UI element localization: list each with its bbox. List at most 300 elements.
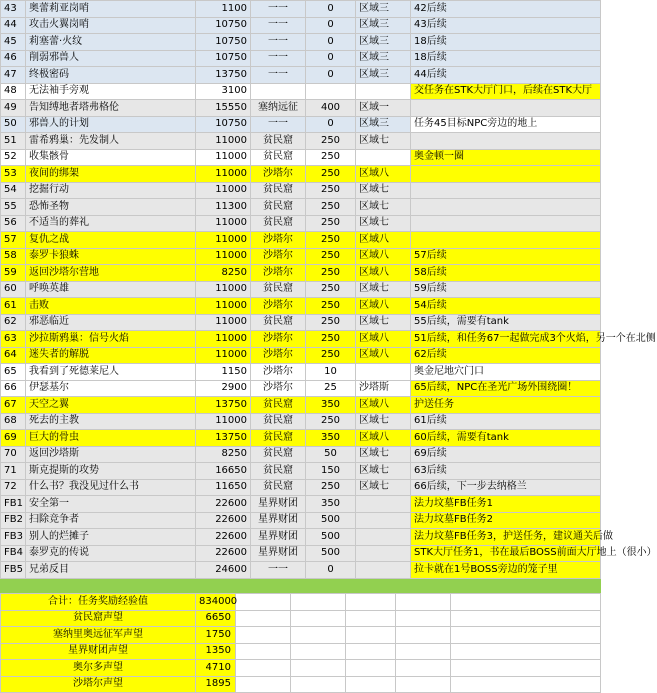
empty-cell [236, 610, 291, 627]
zone-cell [356, 562, 411, 579]
summary-label: 奥尔多声望 [1, 660, 196, 677]
zone-cell: 沙塔斯 [356, 380, 411, 397]
quest-name-cell: 莉塞蕾·火纹 [26, 34, 196, 51]
summary-value: 1895 [196, 676, 236, 693]
faction-cell: 贫民窟 [251, 413, 306, 430]
note-cell: 奥金顿一圈 [411, 149, 601, 166]
divider-cell [356, 578, 411, 592]
exp-cell: 11650 [196, 479, 251, 496]
reputation-cell: 25 [306, 380, 356, 397]
quest-name-cell: 死去的主教 [26, 413, 196, 430]
faction-cell: 贫民窟 [251, 397, 306, 414]
quest-id-cell: 64 [1, 347, 26, 364]
note-cell: 法力坟墓FB任务1 [411, 496, 601, 513]
table-row [1, 380, 601, 397]
quest-name-cell: 挖掘行动 [26, 182, 196, 199]
divider-cell [26, 578, 196, 592]
exp-cell: 22600 [196, 496, 251, 513]
quest-name-cell: 削弱邪兽人 [26, 50, 196, 67]
quest-name-cell: 返回沙塔尔营地 [26, 265, 196, 282]
faction-cell: 沙塔尔 [251, 380, 306, 397]
exp-cell: 11000 [196, 314, 251, 331]
note-cell: 43后续 [411, 17, 601, 34]
zone-cell: 区域七 [356, 281, 411, 298]
reputation-cell: 0 [306, 1, 356, 18]
note-cell: 62后续 [411, 347, 601, 364]
quest-name-cell: 安全第一 [26, 496, 196, 513]
note-cell: 18后续 [411, 34, 601, 51]
table-row [1, 479, 601, 496]
divider-cell [196, 578, 251, 592]
note-cell: 57后续 [411, 248, 601, 265]
quest-name-cell: 奥蕾莉亚岗哨 [26, 1, 196, 18]
table-row [1, 430, 601, 447]
faction-cell: 一一 [251, 116, 306, 133]
faction-cell: 沙塔尔 [251, 232, 306, 249]
reputation-cell [306, 83, 356, 100]
table-row [1, 67, 601, 84]
reputation-cell: 500 [306, 529, 356, 546]
note-cell: 44后续 [411, 67, 601, 84]
reputation-cell: 350 [306, 496, 356, 513]
exp-cell: 13750 [196, 67, 251, 84]
quest-name-cell: 泰罗卡狼蛛 [26, 248, 196, 265]
quest-id-cell: 51 [1, 133, 26, 150]
zone-cell: 区域七 [356, 314, 411, 331]
exp-cell: 22600 [196, 529, 251, 546]
faction-cell: 贫民窟 [251, 215, 306, 232]
faction-cell: 贫民窟 [251, 199, 306, 216]
divider-cell [251, 578, 306, 592]
note-cell: 拉卡就在1号BOSS旁边的笼子里 [411, 562, 601, 579]
faction-cell [251, 83, 306, 100]
quest-name-cell: 别人的烂摊子 [26, 529, 196, 546]
zone-cell [356, 496, 411, 513]
reputation-cell: 250 [306, 248, 356, 265]
empty-cell [396, 676, 451, 693]
empty-cell [291, 610, 346, 627]
faction-cell: 贫民窟 [251, 182, 306, 199]
quest-name-cell: 天空之翼 [26, 397, 196, 414]
reputation-cell: 250 [306, 232, 356, 249]
reputation-cell: 350 [306, 397, 356, 414]
quest-name-cell: 泰罗克的传说 [26, 545, 196, 562]
faction-cell: 沙塔尔 [251, 265, 306, 282]
note-cell: 法力坟墓FB任务3，护送任务，建议通关后做 [411, 529, 601, 546]
faction-cell: 沙塔尔 [251, 331, 306, 348]
faction-cell: 贫民窟 [251, 479, 306, 496]
quest-name-cell: 斯克提斯的攻势 [26, 463, 196, 480]
note-cell: 任务45目标NPC旁边的地上 [411, 116, 601, 133]
quest-name-cell: 夜间的绑架 [26, 166, 196, 183]
table-row [1, 281, 601, 298]
zone-cell: 区域八 [356, 331, 411, 348]
quest-id-cell: 69 [1, 430, 26, 447]
zone-cell [356, 529, 411, 546]
empty-cell [346, 627, 396, 644]
note-cell: 65后续，NPC在圣光广场外围绕圈！ [411, 380, 601, 397]
empty-cell [346, 594, 396, 611]
empty-cell [346, 610, 396, 627]
reputation-cell: 0 [306, 34, 356, 51]
note-cell: 护送任务 [411, 397, 601, 414]
note-cell: 59后续 [411, 281, 601, 298]
reputation-cell: 250 [306, 281, 356, 298]
exp-cell: 11300 [196, 199, 251, 216]
empty-cell [236, 594, 291, 611]
table-row [1, 182, 601, 199]
faction-cell: 沙塔尔 [251, 298, 306, 315]
reputation-cell: 10 [306, 364, 356, 381]
zone-cell: 区域七 [356, 463, 411, 480]
quest-name-cell: 收集骸骨 [26, 149, 196, 166]
quest-id-cell: 71 [1, 463, 26, 480]
reputation-cell: 250 [306, 347, 356, 364]
quest-id-cell: 54 [1, 182, 26, 199]
quest-id-cell: FB1 [1, 496, 26, 513]
summary-row [1, 676, 601, 693]
reputation-cell: 250 [306, 133, 356, 150]
zone-cell [356, 512, 411, 529]
table-row [1, 512, 601, 529]
quest-name-cell: 不适当的葬礼 [26, 215, 196, 232]
summary-row [1, 610, 601, 627]
exp-cell: 13750 [196, 397, 251, 414]
note-cell [411, 133, 601, 150]
exp-cell: 13750 [196, 430, 251, 447]
reputation-cell: 250 [306, 331, 356, 348]
exp-cell: 10750 [196, 50, 251, 67]
summary-table [0, 593, 601, 693]
empty-cell [291, 643, 346, 660]
quest-name-cell: 告知缚地者塔弗格伦 [26, 100, 196, 117]
exp-cell: 11000 [196, 331, 251, 348]
note-cell: 奥金尼地穴门口 [411, 364, 601, 381]
empty-cell [291, 660, 346, 677]
quest-name-cell: 返回沙塔斯 [26, 446, 196, 463]
exp-cell: 22600 [196, 545, 251, 562]
table-row [1, 215, 601, 232]
note-cell: 42后续 [411, 1, 601, 18]
exp-cell: 24600 [196, 562, 251, 579]
exp-cell: 1150 [196, 364, 251, 381]
table-row [1, 116, 601, 133]
quest-name-cell: 呼唤英雄 [26, 281, 196, 298]
zone-cell [356, 364, 411, 381]
quest-name-cell: 兄弟反目 [26, 562, 196, 579]
table-row [1, 199, 601, 216]
faction-cell: 星界财团 [251, 529, 306, 546]
table-row [1, 331, 601, 348]
empty-cell [451, 627, 601, 644]
zone-cell: 区域七 [356, 215, 411, 232]
quest-id-cell: 59 [1, 265, 26, 282]
reputation-cell: 250 [306, 199, 356, 216]
quest-id-cell: 50 [1, 116, 26, 133]
table-row [1, 496, 601, 513]
zone-cell [356, 545, 411, 562]
quest-id-cell: 57 [1, 232, 26, 249]
quest-id-cell: 55 [1, 199, 26, 216]
faction-cell: 沙塔尔 [251, 364, 306, 381]
table-row [1, 1, 601, 18]
zone-cell [356, 149, 411, 166]
summary-value: 1750 [196, 627, 236, 644]
table-row [1, 298, 601, 315]
faction-cell: 塞纳远征 [251, 100, 306, 117]
faction-cell: 一一 [251, 562, 306, 579]
table-row [1, 166, 601, 183]
faction-cell: 沙塔尔 [251, 248, 306, 265]
note-cell: 55后续，需要有tank [411, 314, 601, 331]
quest-id-cell: 58 [1, 248, 26, 265]
quest-id-cell: 67 [1, 397, 26, 414]
note-cell [411, 215, 601, 232]
note-cell: 交任务在STK大厅门口，后续在STK大厅 [411, 83, 601, 100]
zone-cell: 区域八 [356, 166, 411, 183]
zone-cell: 区域七 [356, 413, 411, 430]
quest-id-cell: 72 [1, 479, 26, 496]
faction-cell: 贫民窟 [251, 133, 306, 150]
zone-cell: 区域三 [356, 1, 411, 18]
divider-cell [1, 578, 26, 592]
table-row [1, 232, 601, 249]
quest-name-cell: 迷失者的解脱 [26, 347, 196, 364]
reputation-cell: 250 [306, 479, 356, 496]
reputation-cell: 250 [306, 215, 356, 232]
note-cell: 54后续 [411, 298, 601, 315]
reputation-cell: 0 [306, 67, 356, 84]
note-cell: 60后续，需要有tank [411, 430, 601, 447]
exp-cell: 11000 [196, 248, 251, 265]
quest-name-cell: 我看到了死德莱尼人 [26, 364, 196, 381]
exp-cell: 11000 [196, 232, 251, 249]
table-row [1, 397, 601, 414]
zone-cell: 区域八 [356, 298, 411, 315]
quest-name-cell: 沙拉斯鸦巢：信号火焰 [26, 331, 196, 348]
quest-id-cell: 62 [1, 314, 26, 331]
empty-cell [291, 676, 346, 693]
quest-name-cell: 雷希鸦巢：先发制人 [26, 133, 196, 150]
zone-cell: 区域八 [356, 232, 411, 249]
empty-cell [451, 660, 601, 677]
empty-cell [236, 660, 291, 677]
zone-cell: 区域八 [356, 397, 411, 414]
exp-cell: 16650 [196, 463, 251, 480]
reputation-cell: 150 [306, 463, 356, 480]
faction-cell: 沙塔尔 [251, 347, 306, 364]
reputation-cell: 250 [306, 314, 356, 331]
exp-cell: 11000 [196, 347, 251, 364]
reputation-cell: 250 [306, 413, 356, 430]
empty-cell [396, 594, 451, 611]
zone-cell: 区域三 [356, 116, 411, 133]
table-row [1, 413, 601, 430]
quest-name-cell: 无法袖手旁观 [26, 83, 196, 100]
zone-cell: 区域八 [356, 248, 411, 265]
faction-cell: 贫民窟 [251, 430, 306, 447]
faction-cell: 贫民窟 [251, 281, 306, 298]
quest-id-cell: FB4 [1, 545, 26, 562]
quest-id-cell: 44 [1, 17, 26, 34]
quest-name-cell: 巨大的骨虫 [26, 430, 196, 447]
faction-cell: 星界财团 [251, 512, 306, 529]
faction-cell: 一一 [251, 1, 306, 18]
quest-id-cell: 43 [1, 1, 26, 18]
quest-id-cell: 46 [1, 50, 26, 67]
empty-cell [396, 643, 451, 660]
summary-row [1, 660, 601, 677]
empty-cell [291, 627, 346, 644]
exp-cell: 11000 [196, 413, 251, 430]
reputation-cell: 250 [306, 298, 356, 315]
zone-cell: 区域七 [356, 446, 411, 463]
faction-cell: 一一 [251, 50, 306, 67]
quest-name-cell: 恐怖圣物 [26, 199, 196, 216]
summary-value: 834000 [196, 594, 236, 611]
table-row [1, 34, 601, 51]
summary-label: 贫民窟声望 [1, 610, 196, 627]
divider-cell [411, 578, 601, 592]
faction-cell: 沙塔尔 [251, 166, 306, 183]
note-cell: 法力坟墓FB任务2 [411, 512, 601, 529]
note-cell: 51后续，和任务67一起做完成3个火焰，另一个在北侧 [411, 331, 601, 348]
table-row [1, 364, 601, 381]
empty-cell [396, 660, 451, 677]
quest-id-cell: 52 [1, 149, 26, 166]
table-row [1, 83, 601, 100]
zone-cell [356, 83, 411, 100]
zone-cell: 区域三 [356, 34, 411, 51]
table-row [1, 149, 601, 166]
table-row [1, 562, 601, 579]
zone-cell: 区域八 [356, 347, 411, 364]
reputation-cell: 0 [306, 116, 356, 133]
reputation-cell: 250 [306, 265, 356, 282]
table-row [1, 446, 601, 463]
empty-cell [451, 643, 601, 660]
reputation-cell: 500 [306, 512, 356, 529]
faction-cell: 贫民窟 [251, 446, 306, 463]
note-cell: 61后续 [411, 413, 601, 430]
reputation-cell: 350 [306, 430, 356, 447]
reputation-cell: 0 [306, 17, 356, 34]
reputation-cell: 500 [306, 545, 356, 562]
quest-name-cell: 邪兽人的计划 [26, 116, 196, 133]
divider-cell [306, 578, 356, 592]
zone-cell: 区域三 [356, 17, 411, 34]
quest-id-cell: 66 [1, 380, 26, 397]
quest-id-cell: 49 [1, 100, 26, 117]
table-row [1, 248, 601, 265]
table-row [1, 100, 601, 117]
note-cell [411, 100, 601, 117]
summary-label: 塞纳里奥远征军声望 [1, 627, 196, 644]
table-row [1, 529, 601, 546]
exp-cell: 15550 [196, 100, 251, 117]
quest-id-cell: 61 [1, 298, 26, 315]
faction-cell: 星界财团 [251, 545, 306, 562]
summary-value: 6650 [196, 610, 236, 627]
empty-cell [346, 660, 396, 677]
table-row [1, 265, 601, 282]
summary-row [1, 627, 601, 644]
zone-cell: 区域七 [356, 479, 411, 496]
empty-cell [396, 610, 451, 627]
exp-cell: 11000 [196, 133, 251, 150]
empty-cell [236, 676, 291, 693]
note-cell: 66后续，下一步去纳格兰 [411, 479, 601, 496]
exp-cell: 11000 [196, 149, 251, 166]
empty-cell [291, 594, 346, 611]
faction-cell: 贫民窟 [251, 314, 306, 331]
exp-cell: 11000 [196, 182, 251, 199]
summary-value: 4710 [196, 660, 236, 677]
exp-cell: 8250 [196, 446, 251, 463]
exp-cell: 8250 [196, 265, 251, 282]
quest-id-cell: 48 [1, 83, 26, 100]
exp-cell: 22600 [196, 512, 251, 529]
summary-value: 1350 [196, 643, 236, 660]
exp-cell: 11000 [196, 281, 251, 298]
quest-name-cell: 扫除竞争者 [26, 512, 196, 529]
exp-cell: 10750 [196, 34, 251, 51]
empty-cell [236, 627, 291, 644]
exp-cell: 10750 [196, 17, 251, 34]
quest-name-cell: 伊瑟基尔 [26, 380, 196, 397]
note-cell [411, 199, 601, 216]
exp-cell: 11000 [196, 215, 251, 232]
note-cell: 69后续 [411, 446, 601, 463]
quest-name-cell: 击败 [26, 298, 196, 315]
reputation-cell: 250 [306, 166, 356, 183]
note-cell: 63后续 [411, 463, 601, 480]
reputation-cell: 250 [306, 182, 356, 199]
note-cell: 18后续 [411, 50, 601, 67]
exp-cell: 10750 [196, 116, 251, 133]
faction-cell: 贫民窟 [251, 463, 306, 480]
quest-id-cell: FB3 [1, 529, 26, 546]
zone-cell: 区域三 [356, 67, 411, 84]
note-cell: STK大厅任务1，书在最后BOSS前面大厅地上（很小） [411, 545, 601, 562]
reputation-cell: 0 [306, 50, 356, 67]
empty-cell [236, 643, 291, 660]
note-cell [411, 232, 601, 249]
zone-cell: 区域八 [356, 265, 411, 282]
exp-cell: 11000 [196, 166, 251, 183]
empty-cell [451, 610, 601, 627]
zone-cell: 区域一 [356, 100, 411, 117]
reputation-cell: 50 [306, 446, 356, 463]
table-row [1, 314, 601, 331]
faction-cell: 一一 [251, 67, 306, 84]
faction-cell: 一一 [251, 17, 306, 34]
empty-cell [346, 643, 396, 660]
quest-id-cell: 68 [1, 413, 26, 430]
quest-id-cell: 47 [1, 67, 26, 84]
quest-name-cell: 攻击火翼岗哨 [26, 17, 196, 34]
table-row [1, 545, 601, 562]
reputation-cell: 250 [306, 149, 356, 166]
zone-cell: 区域七 [356, 182, 411, 199]
table-row [1, 133, 601, 150]
quest-id-cell: 56 [1, 215, 26, 232]
summary-label: 合计：任务奖励经验值 [1, 594, 196, 611]
summary-row [1, 594, 601, 611]
zone-cell: 区域三 [356, 50, 411, 67]
green-divider-row [1, 578, 601, 592]
table-row [1, 347, 601, 364]
